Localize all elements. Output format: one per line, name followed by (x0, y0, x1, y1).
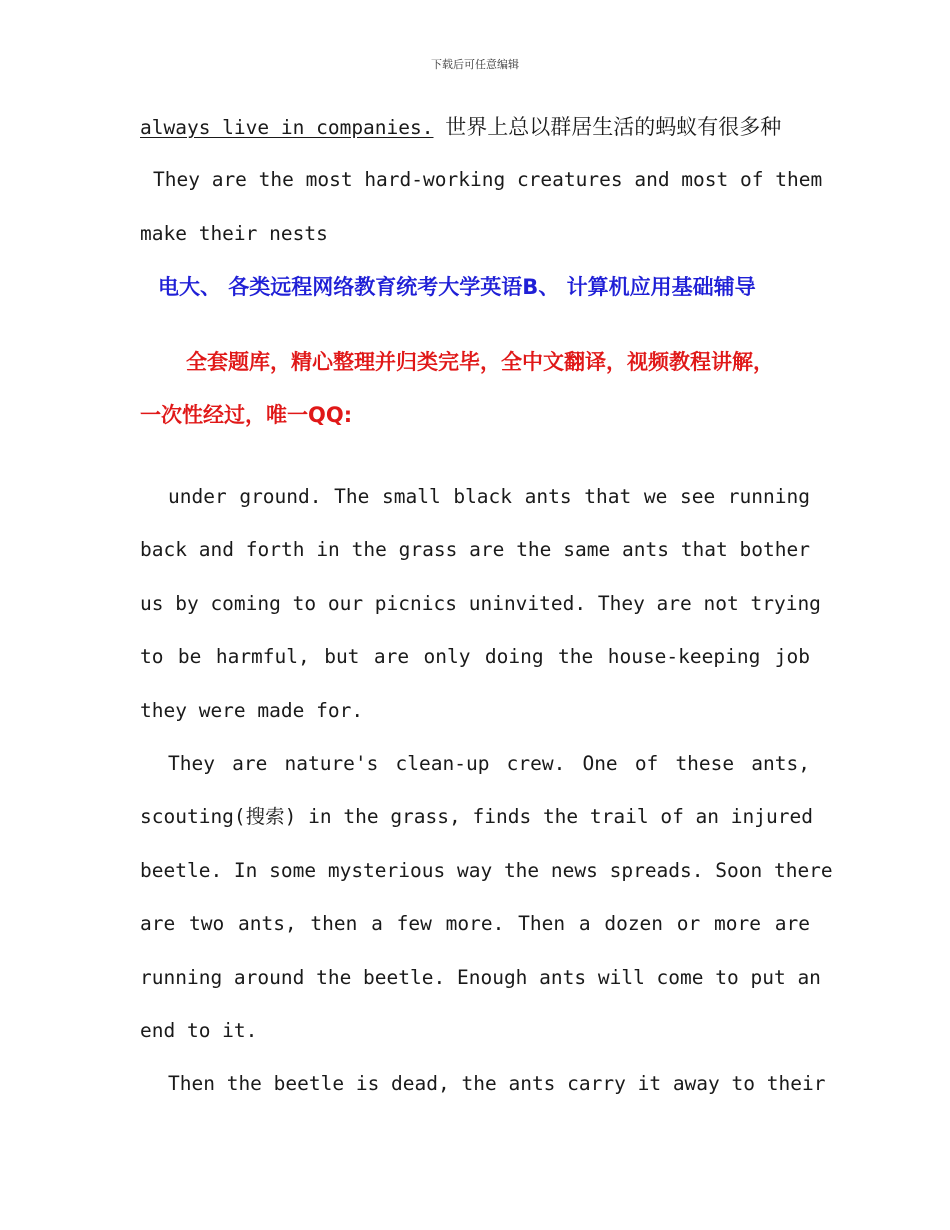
underlined-phrase: always live in companies. (140, 116, 434, 139)
paragraph-3-line-1: Then the beetle is dead, the ants carry it away to their (168, 1072, 826, 1095)
paragraph-2-line-3: beetle. In some mysterious way the news spreads. Soon there (140, 859, 833, 882)
paragraph-2-line-6: end to it. (140, 1019, 258, 1042)
chinese-caption: 世界上总以群居生活的蚂蚁有很多种 (445, 115, 782, 139)
paragraph-2-line-4: are two ants, then a few more. Then a dozen or more are (140, 912, 810, 935)
intro-line-3: make their nests (140, 222, 328, 245)
promo-red-line-1: 全套题库，精心整理并归类完毕，全中文翻译，视频教程讲解， (186, 350, 774, 374)
paragraph-1-line-3: us by coming to our picnics uninvited. They are not trying (140, 592, 821, 615)
intro-line-2: They are the most hard-working creatures and most of them (153, 168, 823, 191)
paragraph-1-line-2: back and forth in the grass are the same ants that bother (140, 538, 810, 561)
paragraph-1-line-5: they were made for. (140, 699, 364, 722)
promo-red-line-2: 一次性经过，唯一QQ: (140, 403, 353, 427)
paragraph-2-line-5: running around the beetle. Enough ants will come to put an (140, 966, 821, 989)
intro-line-1 (140, 113, 810, 142)
paragraph-1-line-1: under ground. The small black ants that we see running (168, 485, 810, 508)
paragraph-1-line-4: to be harmful, but are only doing the house-keeping job (140, 645, 810, 668)
promo-blue-line: 电大、 各类远程网络教育统考大学英语B、 计算机应用基础辅导 (158, 275, 756, 299)
paragraph-2-line-2: scouting(搜索) in the grass, finds the trail of an injured (140, 805, 813, 828)
page-header: 下载后可任意编辑 (431, 58, 519, 71)
paragraph-2-line-1: They are nature's clean-up crew. One of these ants, (168, 752, 810, 775)
